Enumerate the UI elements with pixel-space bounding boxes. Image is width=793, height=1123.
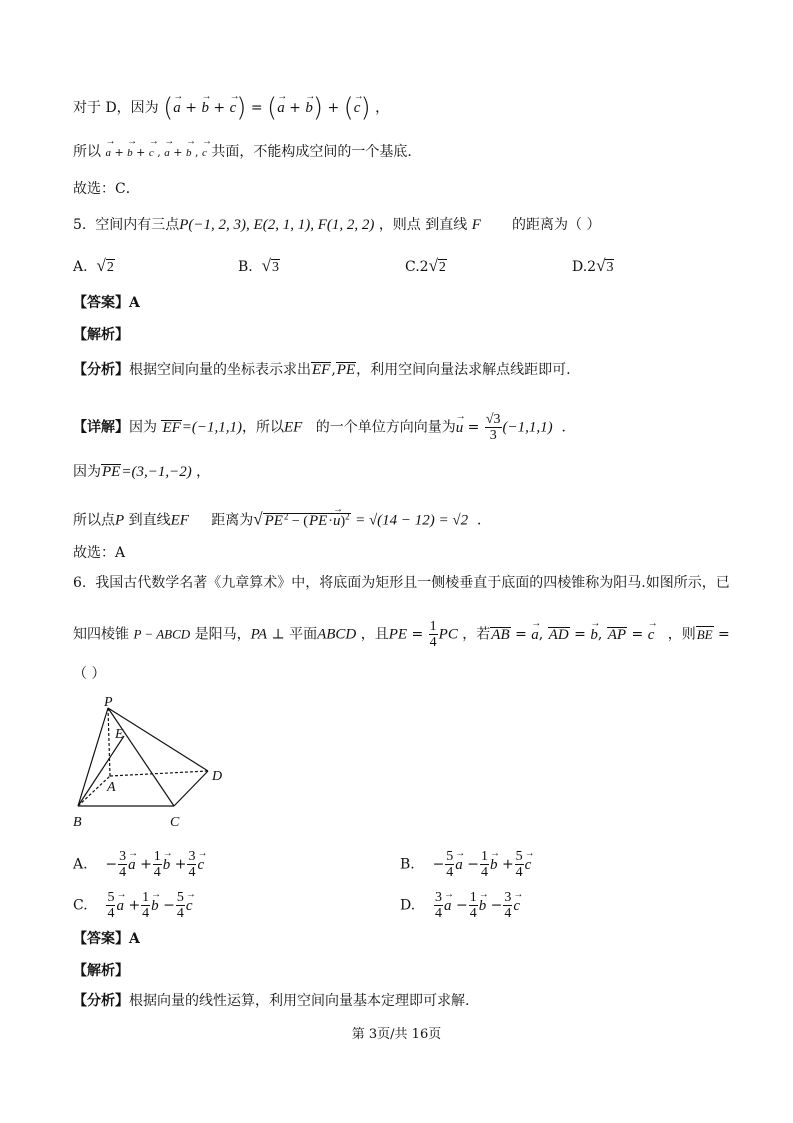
q5-points: P(−1, 2, 3), E(2, 1, 1), F(1, 2, 2) xyxy=(179,217,375,233)
q5-fenxi: 【分析】根据空间向量的坐标表示求出EF,PE，利用空间向量法求解点线距即可. xyxy=(73,362,571,378)
q6-option-b: B. − $\frac{5}{4}$ → a − $\frac{1}{4}$ → b + $\frac{5}{4}$ → c xyxy=(400,849,531,880)
label-e: E xyxy=(115,727,124,742)
q5-analysis-label: 【解析】 xyxy=(73,327,129,343)
edge-be xyxy=(78,736,124,806)
q6-option-c: C. $\frac{5}{4}$ → a + $\frac{1}{4}$ → b − $\frac{5}{4}$ → c xyxy=(73,890,193,921)
edge-cd xyxy=(174,771,208,806)
q5-final: 故选：A xyxy=(73,545,126,561)
label-d: D xyxy=(212,769,223,784)
label-b: B xyxy=(73,815,82,830)
q6-option-a: A. − $\frac{3}{4}$ → a + $\frac{1}{4}$ → b + $\frac{3}{4}$ → c xyxy=(73,849,204,880)
label-a: A xyxy=(107,780,116,795)
answer-c-line: 故选：C． xyxy=(73,181,140,197)
label-c: C xyxy=(170,815,180,830)
q5-distance-line: 所以点P 到直线EF 距离为√ $PE^2 - (PE\cdot\to u)^2 = √(14 - 12) = √2$ ． xyxy=(73,506,491,532)
q5-option-c: C.2√2 xyxy=(405,256,446,275)
edge-pa xyxy=(108,708,110,776)
q5-option-b: B. √3 xyxy=(238,256,279,275)
q5-pe-line: 因为PE=(3,−1,−2) ， xyxy=(73,464,211,480)
d-note-line: 对于 D，因为 (→ a + → b + → c) = (→ a + → b) + (→ c) ， xyxy=(73,98,389,118)
q5-answer: 【答案】A xyxy=(73,295,140,311)
edge-ad xyxy=(110,771,208,776)
q6-answer: 【答案】A xyxy=(73,931,140,947)
basis-note-line: 所以 → a + → b + → c , → a + → b , → c 共面，不能构成空间的一个基底. xyxy=(73,142,412,163)
pyramid-figure xyxy=(66,696,236,832)
d-note-formula: (→ a + → b + → c) = (→ a + → b) + (→ c) xyxy=(163,100,370,116)
q6-stem-line2: 知四棱锥 P − ABCD 是阳马，PA ⊥ 平面ABCD ，且PE = $\frac{1}{4}$ PC ，若AB = → a, AD = → b, AP = → c ，则BE = xyxy=(73,619,730,650)
q6-analysis-label: 【解析】 xyxy=(73,963,129,979)
q5-stem: 5. 空间内有三点P(−1, 2, 3), E(2, 1, 1), F(1, 2, 2) ，则点 到直线 F 的距离为（ ） xyxy=(73,217,601,233)
basis-vectors: → a + → b + → c , → a + → b , → c xyxy=(105,146,206,159)
q5-option-d: D.2√3 xyxy=(572,256,614,275)
q6-fenxi: 【分析】根据向量的线性运算，利用空间向量基本定理即可求解. xyxy=(73,993,470,1009)
page-footer: 第 3页/共 16页 xyxy=(351,1027,442,1042)
q5-detail: 【详解】因为 EF=(−1,1,1)，所以EF 的一个单位方向向量为→ u = $\frac{√3}{3}$ (−1,1,1) ． xyxy=(73,412,576,443)
q6-stem-line3: （ ） xyxy=(73,666,106,682)
label-p: P xyxy=(104,696,113,710)
q6-stem-line1: 6. 我国古代数学名著《九章算术》中，将底面为矩形且一侧棱垂直于底面的四棱锥称为阳马.如图所示，已 xyxy=(73,575,730,591)
q6-option-d: D. $\frac{3}{4}$ → a − $\frac{1}{4}$ → b − $\frac{3}{4}$ → c xyxy=(400,890,520,921)
q5-option-a: A. √2 xyxy=(73,256,114,275)
edge-pc xyxy=(108,708,174,806)
